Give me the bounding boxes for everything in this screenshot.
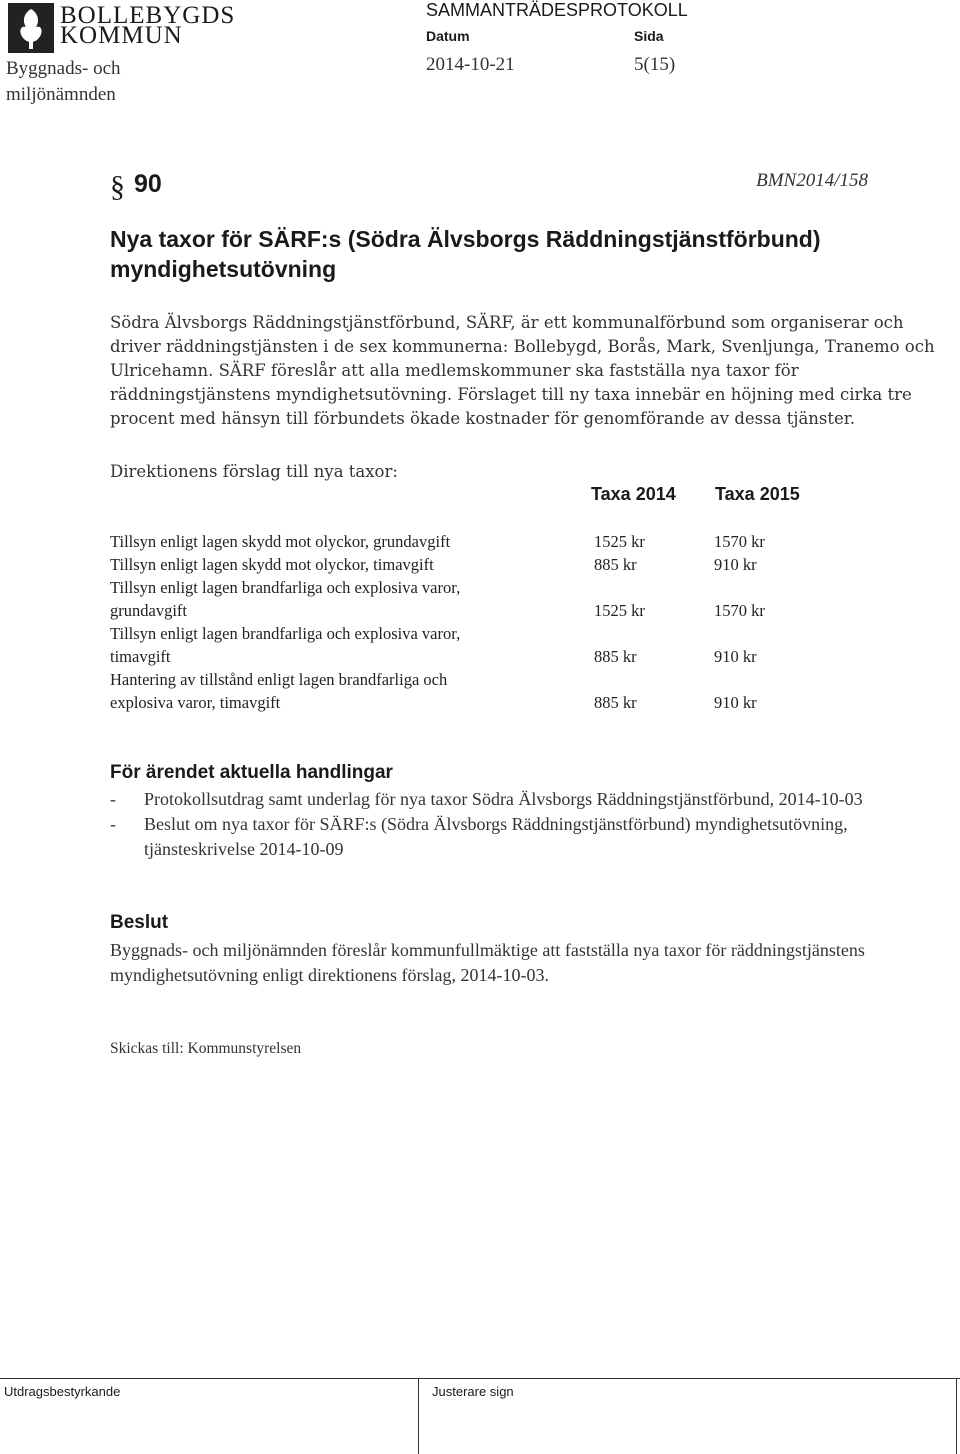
fee-2014-value: 885 kr: [594, 555, 637, 574]
fee-2015-value: 910 kr: [714, 555, 757, 574]
decision-text: Byggnads- och miljönämnden föreslår kommunfullmäktige att fastställa nya taxor för räddningstjänstens myndighetsutövning enligt direktionens förslag, 2014-10-03.: [110, 940, 865, 985]
table-row: [110, 645, 830, 668]
logo-text-bollebygds: BOLLEBYGDS: [60, 2, 236, 29]
intro-paragraph: Södra Älvsborgs Räddningstjänstförbund, SÄRF, är ett kommunalförbund som organiserar och driver räddningstjänsten i de sex kommunerna: Bollebygd, Borås, Mark, Svenljunga, Tranemo och Ulricehamn. SÄRF föreslår att alla medlemskommuner ska fastställa nya taxor för räddningstjänstens myndighetsutövning. Förslaget till ny taxa innebär en höjning med cirka tre procent med hänsyn till förbundets ökade kostnader för genomförande av dessa tjänster.: [110, 313, 935, 428]
logo-text-kommun: KOMMUN: [60, 22, 183, 49]
committee-name: [6, 56, 121, 108]
fee-2015-value: [714, 622, 830, 645]
meeting-date: 2014-10-21: [426, 54, 515, 75]
table-row: [110, 622, 830, 645]
fee-description: Tillsyn enligt lagen skydd mot olyckor, grundavgift: [110, 532, 451, 551]
document-type: SAMMANTRÄDESPROTOKOLL: [426, 0, 688, 20]
table-row: [110, 668, 830, 691]
page-number: 5(15): [634, 54, 676, 75]
fee-2014-value: [594, 576, 714, 599]
fee-table: [110, 530, 830, 714]
extract-certification-label: Utdragsbestyrkande: [4, 1384, 121, 1399]
fee-description: Tillsyn enligt lagen brandfarliga och explosiva varor,: [110, 624, 461, 643]
fee-2015-value: [714, 668, 830, 691]
fee-description: timavgift: [110, 647, 171, 666]
municipality-logo-emblem: [8, 3, 54, 53]
document-item: [110, 812, 930, 862]
committee-name-line2: miljönämnden: [6, 84, 116, 105]
decision-heading: Beslut: [110, 912, 169, 933]
fee-2015-value: 1570 kr: [714, 601, 765, 620]
fee-description: Tillsyn enligt lagen brandfarliga och explosiva varor,: [110, 578, 461, 597]
section-title: Nya taxor för SÄRF:s (Södra Älvsborgs Räddningstjänstförbund) myndighetsutövning: [110, 226, 821, 282]
fee-2014-value: 1525 kr: [594, 601, 645, 620]
fee-2015-value: 1570 kr: [714, 532, 765, 551]
fee-description: grundavgift: [110, 601, 187, 620]
adjuster-signature-label: Justerare sign: [432, 1384, 514, 1399]
footer-column-divider: [418, 1378, 419, 1454]
date-label: Datum: [426, 28, 470, 44]
fee-2014-value: 1525 kr: [594, 532, 645, 551]
documents-list: [110, 787, 930, 862]
list-dash: -: [110, 789, 116, 809]
table-row: [110, 599, 830, 622]
direction-label: Direktionens förslag till nya taxor:: [110, 462, 398, 481]
sent-to: Skickas till: Kommunstyrelsen: [110, 1040, 302, 1057]
case-number: BMN2014/158: [756, 170, 868, 191]
paragraph-symbol: §: [110, 170, 125, 203]
fee-2015-value: [714, 576, 830, 599]
fee-description: explosiva varor, timavgift: [110, 693, 281, 712]
fee-description: Tillsyn enligt lagen skydd mot olyckor, timavgift: [110, 555, 434, 574]
fee-2014-value: [594, 668, 714, 691]
document-item: [110, 787, 930, 812]
page-label: Sida: [634, 28, 664, 44]
fee-2014-value: [594, 622, 714, 645]
fee-2014-value: 885 kr: [594, 647, 637, 666]
documents-heading: För ärendet aktuella handlingar: [110, 762, 393, 783]
fee-2014-value: 885 kr: [594, 693, 637, 712]
column-header-2015: Taxa 2015: [715, 484, 800, 504]
footer-divider: [0, 1378, 960, 1379]
document-item-text: Protokollsutdrag samt underlag för nya taxor Södra Älvsborgs Räddningstjänstförbund, 2014-10-03: [144, 789, 863, 809]
table-row: [110, 576, 830, 599]
fee-2015-value: 910 kr: [714, 647, 757, 666]
document-item-text: Beslut om nya taxor för SÄRF:s (Södra Älvsborgs Räddningstjänstförbund) myndighetsutövning, tjänsteskrivelse 2014-10-09: [144, 814, 848, 859]
committee-name-line1: Byggnads- och: [6, 58, 121, 79]
table-row: [110, 530, 830, 553]
table-row: [110, 691, 830, 714]
footer-right-border: [956, 1378, 957, 1454]
fee-description: Hantering av tillstånd enligt lagen brandfarliga och: [110, 670, 448, 689]
column-header-2014: Taxa 2014: [591, 484, 676, 504]
table-row: [110, 553, 830, 576]
paragraph-number: 90: [134, 170, 162, 198]
fee-2015-value: 910 kr: [714, 693, 757, 712]
list-dash: -: [110, 814, 116, 834]
